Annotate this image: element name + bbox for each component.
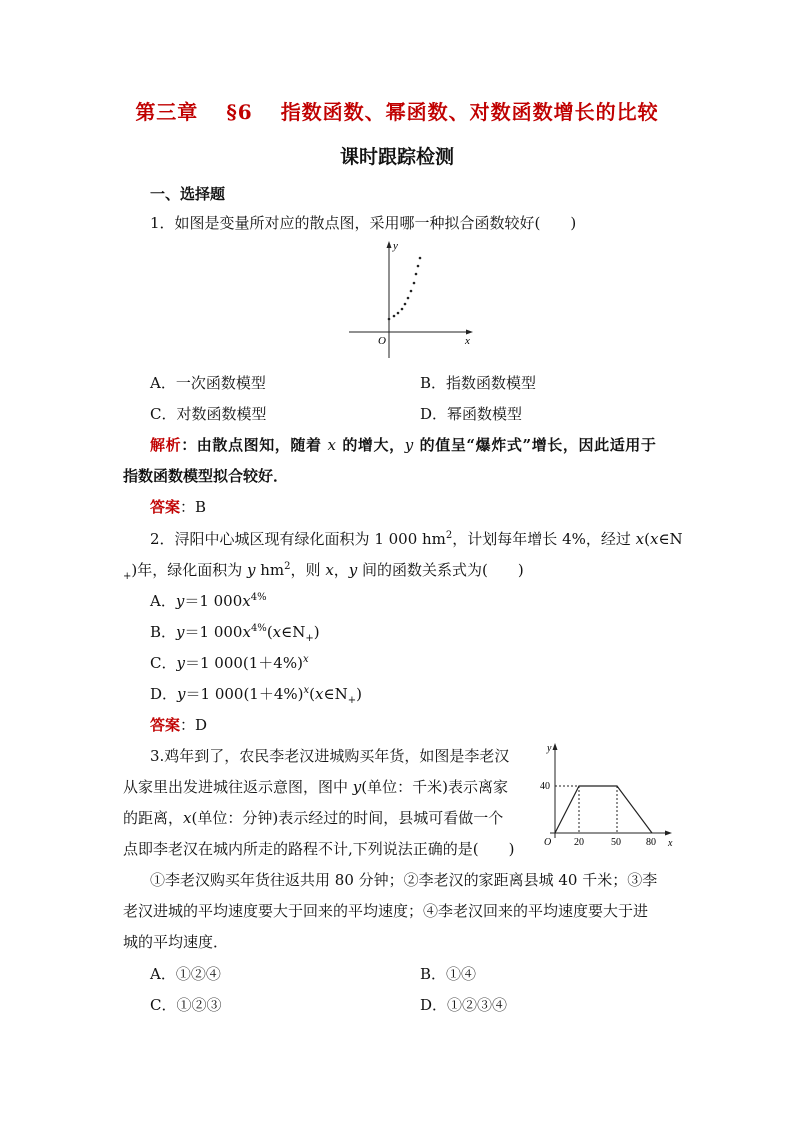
q3-option-d: D．①②③④ [420,996,508,1014]
q1-scatter-point [397,312,400,315]
q3-stem-line4: 点即李老汉在城内所走的路程不计,下列说法正确的是( ) [123,840,515,858]
q3-x-label: x [668,838,673,849]
section-heading: 一、选择题 [150,185,226,203]
q2-opt-c-exp: x [302,654,309,665]
q2-text-c: )年，绿化面积为 [131,561,248,579]
q1-scatter-point [410,290,413,293]
q3-var-y: y [352,778,362,796]
q3-statements-line1: ①李老汉购买年货往返共用 80 分钟；②李老汉的家距离县城 40 千米；③李 [150,871,658,889]
section-label: §6 [226,100,253,124]
q2-opt-d-exp: x [303,685,310,696]
q1-x-label: x [465,335,470,347]
q2-opt-b-exp: 4% [250,623,267,634]
q2-var-y-2: y [348,561,358,579]
q2-text-in-n: ∈N [658,530,683,548]
q1-scatter-point [419,257,422,260]
q2-option-a [150,590,267,611]
answer-label-2: 答案 [150,716,181,734]
answer-label: 答案 [150,498,181,516]
q2-opt-b-label: B． [150,623,177,641]
q2-text-e: 间的函数关系式为( ) [357,561,524,579]
q3-option-c: C．①②③ [150,996,222,1014]
q1-analysis-text-b: 的增大， [336,436,405,454]
chapter-label: 第三章 [135,100,199,124]
q3-y-label: y [547,743,552,754]
q1-answer [150,496,206,517]
q1-answer-value: ：B [180,498,207,516]
q1-analysis-text-a: ：由散点图知，随着 [181,436,328,454]
q3-text-a: 从家里出发进城往返示意图，图中 [123,778,353,796]
q2-opt-d-close: ) [356,685,362,703]
q2-opt-d-plus: + [347,695,357,706]
q2-option-d [150,683,362,704]
q3-stem-line1: 3.鸡年到了，农民李老汉进城购买年货，如图是李老汉 [150,747,510,765]
q2-text-a: 2．浔阳中心城区现有绿化面积为 1 000 hm [150,530,446,548]
q2-opt-d-y: y [177,685,186,703]
q2-opt-b-close: ) [313,623,320,641]
q2-option-b [150,621,320,642]
q2-stem-line2 [123,559,524,580]
q3-stem-line3 [123,807,503,828]
q3-distance-time-figure [538,738,678,858]
q2-opt-b-x: x [242,623,251,641]
q2-opt-d-in-n: ∈N [323,685,348,703]
q3-origin-label: O [544,837,552,848]
q2-opt-c-y: y [176,654,185,672]
q2-opt-a-exp: 4% [250,592,267,603]
q1-analysis-line1 [150,434,657,455]
q3-var-x: x [183,809,192,827]
q3-tick-50: 50 [611,837,621,848]
q1-origin-label: O [378,335,386,347]
q2-var-x: x [635,530,645,548]
q3-statements-line3: 城的平均速度． [123,933,229,951]
q2-sup-2: 2 [445,530,453,541]
q1-scatter-point [413,282,416,285]
q3-option-b: B．①④ [420,965,477,983]
q2-opt-d-paren: ( [309,685,316,703]
q3-stem-line2 [123,776,508,797]
q1-option-b: B．指数函数模型 [420,374,537,392]
q3-x-arrow-icon [665,831,672,836]
analysis-label: 解析 [150,436,182,454]
q2-text-d: ，则 [290,561,326,579]
q2-opt-c-eq: ＝1 000(1＋4%) [184,654,303,672]
q2-opt-a-y: y [175,592,185,610]
q2-opt-b-eq: ＝1 000 [184,623,243,641]
q3-y-arrow-icon [553,743,558,750]
q2-opt-b-paren: ( [266,623,273,641]
q1-scatter-point [415,273,418,276]
q3-text-c: 的距离， [123,809,184,827]
q1-scatter-point [417,265,420,268]
q1-y-label: y [393,240,398,252]
q1-scatter-point [401,308,404,311]
q3-tick-20: 20 [574,837,584,848]
q3-statements-line2: 老汉进城的平均速度要大于回来的平均速度；④李老汉回来的平均速度要大于进 [123,902,649,920]
q2-opt-b-x2: x [272,623,282,641]
q1-stem: 1．如图是变量所对应的散点图，采用哪一种拟合函数较好( ) [150,214,577,232]
q1-analysis-line2: 指数函数模型拟合较好． [123,467,289,485]
q2-stem-line1 [150,528,683,549]
q3-option-a: A．①②④ [150,965,221,983]
q2-sup-2b: 2 [284,561,291,572]
q2-opt-d-x2: x [315,685,324,703]
q3-tick-40: 40 [540,781,550,792]
q3-tick-80: 80 [646,837,656,848]
q2-var-x-3: x [325,561,334,579]
q2-opt-b-in-n: ∈N [281,623,306,641]
q1-scatter-point [388,318,391,321]
q1-scatter-point [404,303,407,306]
q2-opt-a-x: x [242,592,251,610]
q1-scatter-point [393,315,396,318]
q2-opt-b-y: y [176,623,185,641]
q2-opt-a-label: A． [150,592,176,610]
q3-trip-line [555,786,652,833]
q2-answer-value: ：D [180,716,208,734]
q2-opt-c-label: C． [150,654,177,672]
q2-text-b: ，计划每年增长 4%，经过 [452,530,636,548]
q2-opt-a-eq: ＝1 000 [184,592,243,610]
q2-opt-b-plus: + [305,633,314,644]
q2-opt-d-eq: ＝1 000(1＋4%) [185,685,304,703]
q3-text-b: (单位：千米)表示离家 [361,778,508,796]
q1-analysis-y: y [404,436,414,454]
q1-option-c: C．对数函数模型 [150,405,267,423]
q2-answer [150,714,207,735]
q3-text-d: (单位：分钟)表示经过的时间，县城可看做一个 [191,809,504,827]
q1-analysis-text-c: 的值呈“爆炸式”增长，因此适用于 [413,436,657,454]
q2-var-y: y [247,561,256,579]
q1-scatter-figure [345,236,480,360]
q1-option-a: A．一次函数模型 [150,374,266,392]
q1-y-arrow-icon [387,241,392,248]
q2-sub-plus: + [123,571,132,582]
topic-label: 指数函数、幂函数、对数函数增长的比较 [280,100,659,124]
q1-analysis-x: x [327,436,337,454]
q2-text-hm: hm [255,561,285,579]
q2-text-comma: ， [333,561,349,579]
q2-paren-open: ( [644,530,650,548]
q1-x-arrow-icon [466,330,473,335]
q2-var-x-2: x [649,530,659,548]
page-title [0,96,794,125]
q1-scatter-point [407,297,410,300]
q2-option-c [150,652,309,673]
q2-opt-d-label: D． [150,685,178,703]
page-subtitle: 课时跟踪检测 [339,146,454,168]
q1-option-d: D．幂函数模型 [420,405,523,423]
